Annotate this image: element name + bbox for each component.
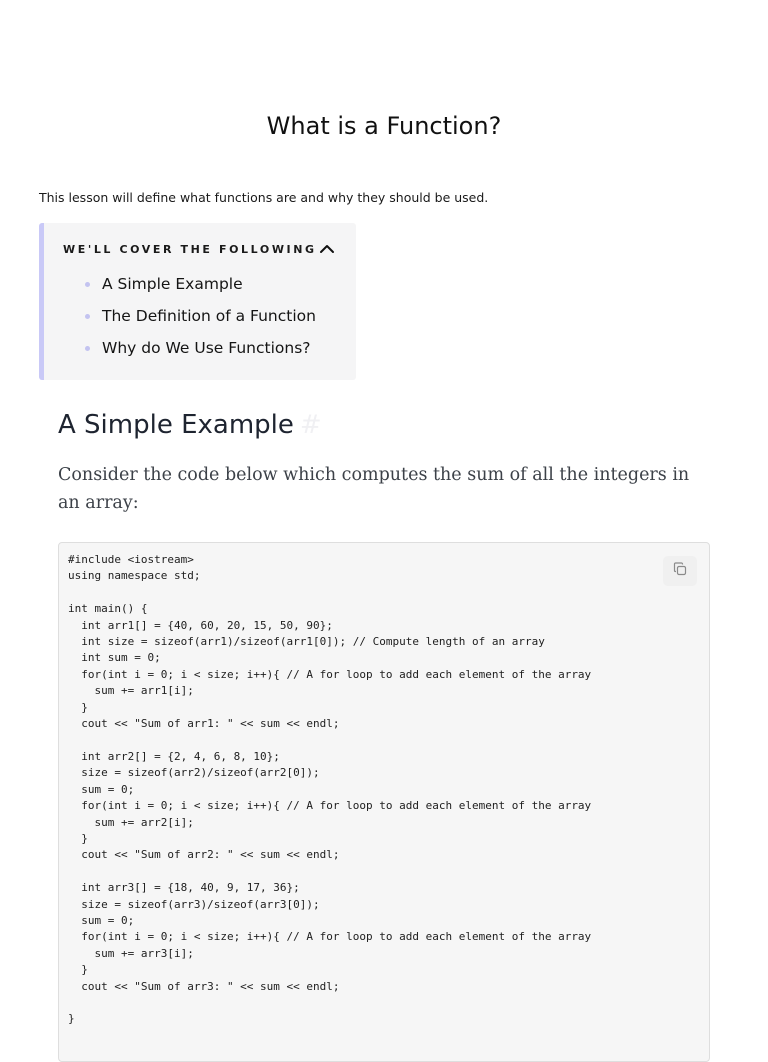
copy-icon: [673, 562, 687, 581]
section-heading-text: A Simple Example: [58, 410, 294, 440]
bullet-icon: [85, 346, 90, 351]
toc-item-label: Why do We Use Functions?: [102, 339, 311, 357]
heading-anchor-link[interactable]: #: [299, 410, 322, 440]
toc-item-label: A Simple Example: [102, 275, 243, 293]
table-of-contents: [39, 223, 356, 380]
toc-item-a-simple-example[interactable]: [102, 271, 316, 303]
section-heading: [58, 410, 322, 440]
page-title: What is a Function?: [266, 112, 502, 140]
toc-item-label: The Definition of a Function: [102, 307, 316, 325]
toc-item-definition-of-function[interactable]: [102, 303, 316, 335]
copy-code-button[interactable]: [663, 556, 697, 586]
toc-heading: WE'LL COVER THE FOLLOWING: [63, 243, 317, 256]
bullet-icon: [85, 282, 90, 287]
toc-item-why-use-functions[interactable]: [102, 335, 316, 367]
code-block: [58, 542, 710, 1062]
code-content[interactable]: #include <iostream> using namespace std; int main() { int arr1[] = {40, 60, 20, 15, 50, 90}; int size = sizeof(arr1)/sizeof(arr1[0]); // Compute length of an array int sum = 0; for(int i = 0; i < size; i++){ // A for loop to add each element of the array sum += arr1[i]; } cout << "Sum of arr1: " << sum << endl; int arr2[] = {2, 4, 6, 8, 10}; size = sizeof(arr2)/sizeof(arr2[0]); sum = 0; for(int i = 0; i < size; i++){ // A for loop to add each element of the array sum += arr2[i]; } cout << "Sum of arr2: " << sum << endl; int arr3[] = {18, 40, 9, 17, 36}; size = sizeof(arr3)/sizeof(arr3[0]); sum = 0; for(int i = 0; i < size; i++){ // A for loop to add each element of the array sum += arr3[i]; } cout << "Sum of arr3: " << sum << endl; }: [68, 553, 592, 1026]
toc-list: [102, 271, 316, 367]
section-paragraph: Consider the code below which computes the sum of all the integers in an array:: [58, 465, 690, 513]
lesson-intro: This lesson will define what functions are and why they should be used.: [39, 190, 489, 205]
chevron-up-icon[interactable]: [318, 240, 336, 258]
bullet-icon: [85, 314, 90, 319]
